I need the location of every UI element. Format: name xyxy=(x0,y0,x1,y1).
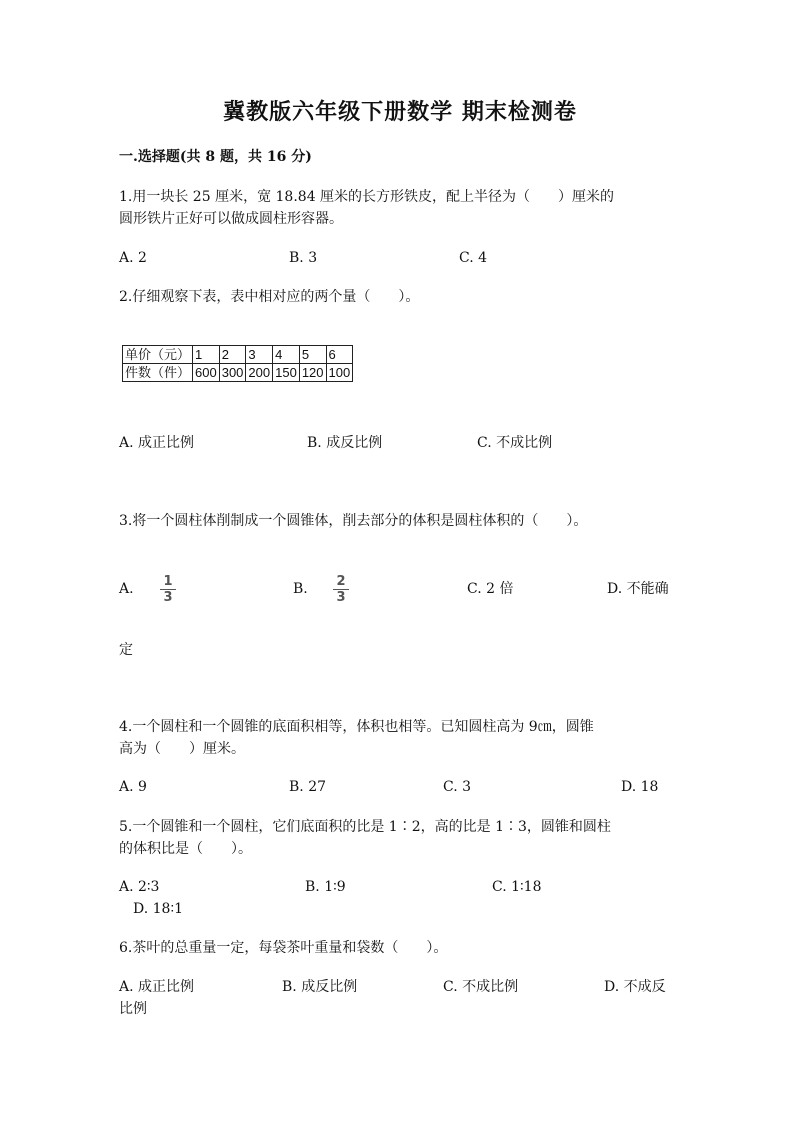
q6-option-c: C. 不成比例 xyxy=(443,979,519,995)
table-cell: 5 xyxy=(299,346,326,364)
q6-option-a: A. 成正比例 xyxy=(119,979,195,995)
price-quantity-table xyxy=(122,345,353,382)
q4-option-c: C. 3 xyxy=(443,779,472,795)
table-cell: 120 xyxy=(299,364,326,382)
table-row xyxy=(123,346,353,364)
table-cell: 2 xyxy=(219,346,246,364)
question-4-line-1: 4.一个圆柱和一个圆锥的底面积相等，体积也相等。已知圆柱高为 9㎝，圆锥 xyxy=(119,719,594,735)
q5-option-c: C. 1∶18 xyxy=(492,879,542,895)
q3-option-a-label: A. xyxy=(119,581,134,597)
question-2-text: 2.仔细观察下表，表中相对应的两个量（ ）。 xyxy=(119,289,420,305)
q6-option-d: D. 不成反 xyxy=(604,979,666,995)
q2-option-a: A. 成正比例 xyxy=(119,435,195,451)
question-5-line-2: 的体积比是（ ）。 xyxy=(119,841,252,857)
q2-option-c: C. 不成比例 xyxy=(477,435,553,451)
q4-option-a: A. 9 xyxy=(119,779,147,795)
table-cell: 件数（件） xyxy=(123,364,193,382)
q3-option-a-fraction xyxy=(160,575,176,604)
table-cell: 3 xyxy=(246,346,273,364)
q3-option-c: C. 2 倍 xyxy=(467,581,514,597)
q6-option-b: B. 成反比例 xyxy=(282,979,358,995)
table-cell: 200 xyxy=(246,364,273,382)
table-cell: 600 xyxy=(193,364,220,382)
question-1-line-1: 1.用一块长 25 厘米，宽 18.84 厘米的长方形铁皮，配上半径为（ ）厘米的 xyxy=(119,189,615,205)
q3-option-b-label: B. xyxy=(293,581,308,597)
page-title: 冀教版六年级下册数学 期末检测卷 xyxy=(223,99,577,125)
q5-option-b: B. 1∶9 xyxy=(305,879,346,895)
table-cell: 100 xyxy=(326,364,353,382)
q6-option-d-continued: 比例 xyxy=(119,1001,147,1017)
table-cell: 6 xyxy=(326,346,353,364)
q4-option-d: D. 18 xyxy=(621,779,659,795)
table-cell: 1 xyxy=(193,346,220,364)
q1-option-b: B. 3 xyxy=(289,250,318,266)
q1-option-a: A. 2 xyxy=(119,250,147,266)
q3-option-d: D. 不能确 xyxy=(607,581,669,597)
q3-option-b-fraction xyxy=(333,575,349,604)
table-cell: 300 xyxy=(219,364,246,382)
question-3-text: 3.将一个圆柱体削制成一个圆锥体，削去部分的体积是圆柱体积的（ ）。 xyxy=(119,513,588,529)
section-heading: 一.选择题(共 8 题，共 16 分) xyxy=(119,149,312,165)
q4-option-b: B. 27 xyxy=(289,779,327,795)
q1-option-c: C. 4 xyxy=(459,250,488,266)
table-row xyxy=(123,364,353,382)
table-cell: 150 xyxy=(273,364,300,382)
fraction-numerator: 2 xyxy=(336,574,346,589)
fraction-numerator: 1 xyxy=(163,574,173,589)
q2-option-b: B. 成反比例 xyxy=(307,435,383,451)
fraction-denominator: 3 xyxy=(163,590,173,605)
question-6-text: 6.茶叶的总重量一定，每袋茶叶重量和袋数（ ）。 xyxy=(119,940,448,956)
question-5-line-1: 5.一个圆锥和一个圆柱，它们底面积的比是 1∶2，高的比是 1∶3，圆锥和圆柱 xyxy=(119,819,611,835)
question-1-line-2: 圆形铁片正好可以做成圆柱形容器。 xyxy=(119,211,343,227)
table-cell: 单价（元） xyxy=(123,346,193,364)
q5-option-a: A. 2∶3 xyxy=(119,879,160,895)
q5-option-d: D. 18∶1 xyxy=(133,901,183,917)
q3-option-d-continued: 定 xyxy=(119,642,133,658)
fraction-denominator: 3 xyxy=(336,590,346,605)
question-4-line-2: 高为（ ）厘米。 xyxy=(119,741,245,757)
table-cell: 4 xyxy=(273,346,300,364)
